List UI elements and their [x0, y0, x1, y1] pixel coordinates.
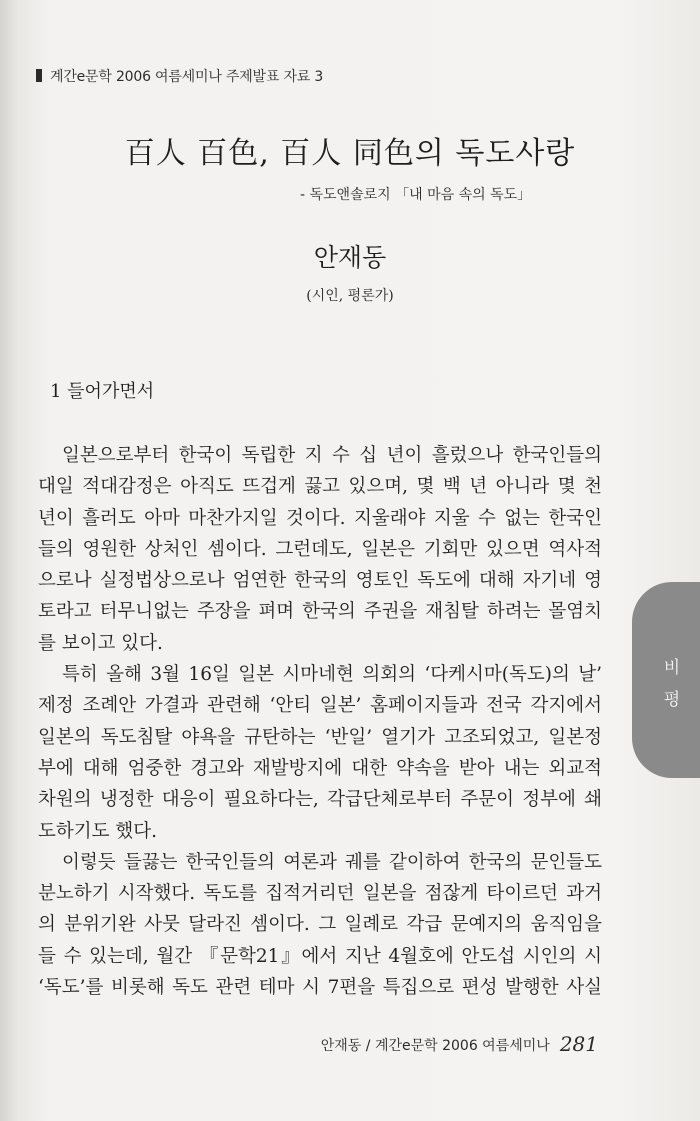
running-footer — [0, 1032, 598, 1056]
body-line: 들의 영원한 상처인 셈이다. 그런데도, 일본은 기회만 있으면 역사적 — [38, 538, 602, 560]
body-line: 일본의 독도침탈 야욕을 규탄하는 ‘반일’ 열기가 고조되었고, 일본정 — [38, 726, 602, 748]
body-text — [38, 440, 602, 1003]
body-line: 분노하기 시작했다. 독도를 집적거리던 일본을 점잖게 타이르던 과거 — [38, 883, 602, 905]
author-name: 안재동 — [313, 243, 387, 272]
body-line: 년이 흘러도 아마 마찬가지일 것이다. 지울래야 지울 수 없는 한국인 — [38, 507, 602, 529]
running-header — [36, 66, 323, 86]
body-line: 도하기도 했다. — [38, 820, 157, 842]
body-line: 차원의 냉정한 대응이 필요하다는, 각급단체로부터 주문이 정부에 쇄 — [38, 789, 602, 811]
body-line: 일본으로부터 한국이 독립한 지 수 십 년이 흘렀으나 한국인들의 — [62, 445, 602, 466]
body-line: 제정 조례안 가결과 관련해 ‘안티 일본’ 홈페이지들과 전국 각지에서 — [38, 695, 602, 717]
body-line: 이렇듯 들끓는 한국인들의 여론과 궤를 같이하여 한국의 문인들도 — [62, 851, 602, 873]
section-heading: 1 들어가면서 — [50, 381, 155, 402]
body-line: 의 분위기완 사뭇 달라진 셈이다. 그 일례로 각급 문예지의 움직임을 — [38, 914, 602, 936]
side-tab-label: 비평 — [663, 658, 681, 710]
body-line: 들 수 있는데, 월간 『문학21』에서 지난 4월호에 안도섭 시인의 시 — [38, 945, 602, 967]
body-line: 를 보이고 있다. — [38, 632, 163, 654]
body-line: 대일 적대감정은 아직도 뜨겁게 끓고 있으며, 몇 백 년 아니라 몇 천 — [38, 476, 602, 498]
body-line: 토라고 터무니없는 주장을 펴며 한국의 주권을 재침탈 하려는 몰염치 — [38, 601, 602, 623]
section-side-tab — [632, 582, 700, 778]
article-title: 百人 百色, 百人 同色의 독도사랑 — [124, 136, 576, 171]
article-subtitle: - 독도앤솔로지 「내 마음 속의 독도」 — [300, 187, 532, 203]
header-text: 계간e문학 2006 여름세미나 주제발표 자료 3 — [50, 69, 324, 85]
footer-text: 안재동 / 계간e문학 2006 여름세미나 — [320, 1038, 550, 1054]
body-line: ‘독도’를 비롯해 독도 관련 테마 시 7편을 특집으로 편성 발행한 사실 — [38, 977, 602, 999]
author-role: (시인, 평론가) — [306, 288, 394, 304]
header-bar-mark — [36, 69, 42, 82]
body-line: 특히 올해 3월 16일 일본 시마네현 의회의 ‘다케시마(독도)의 날’ — [62, 664, 602, 686]
body-line: 으로나 실정법상으로나 엄연한 한국의 영토인 독도에 대해 자기네 영 — [38, 570, 602, 592]
body-line: 부에 대해 엄중한 경고와 재발방지에 대한 약속을 받아 내는 외교적 — [38, 757, 602, 779]
page-number: 281 — [559, 1032, 598, 1056]
